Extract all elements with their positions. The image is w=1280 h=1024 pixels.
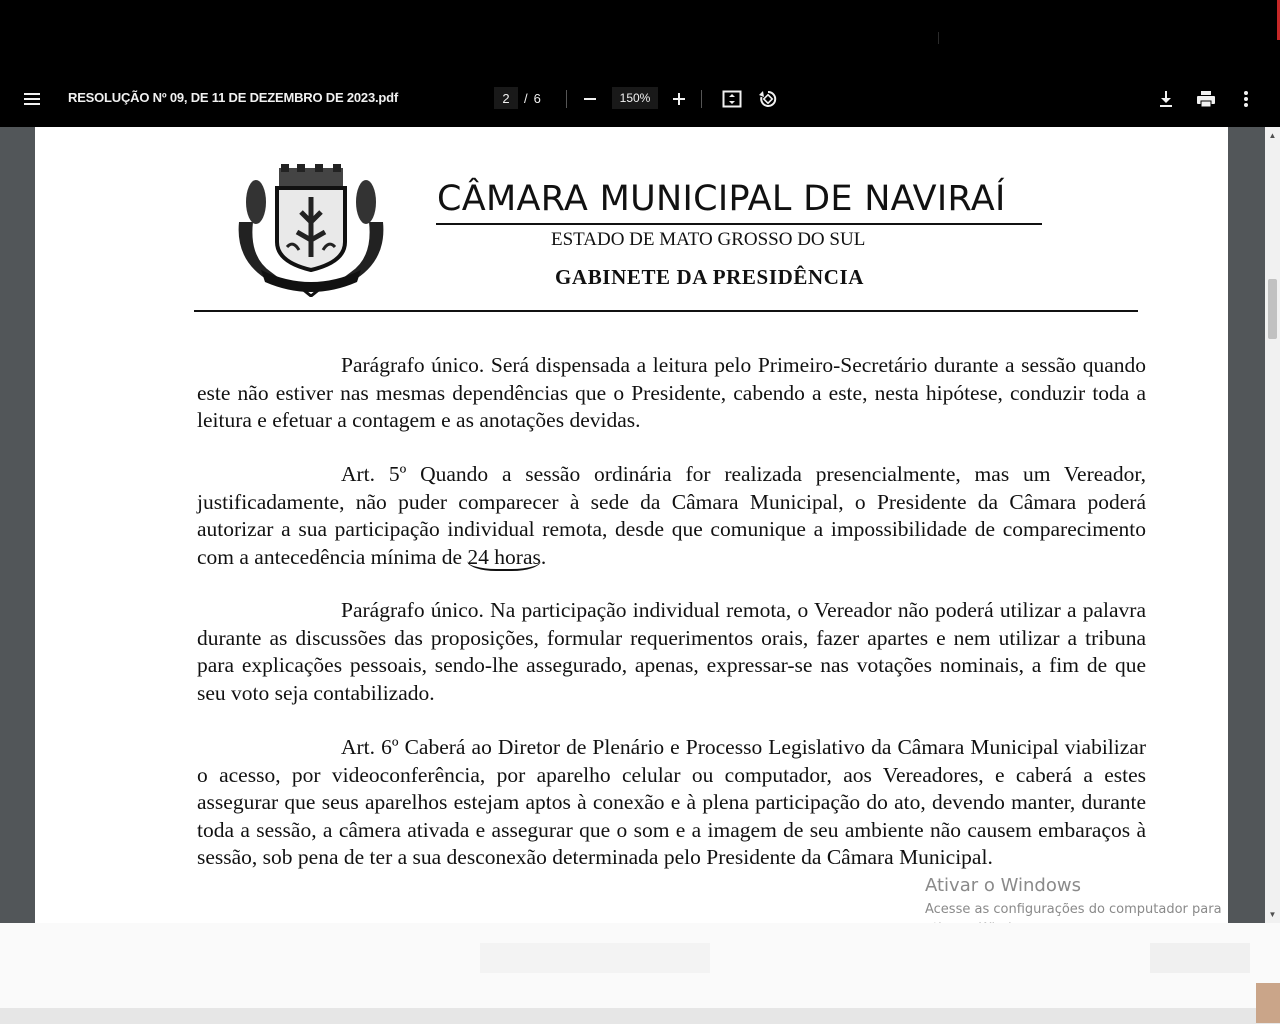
header-title: CÂMARA MUNICIPAL DE NAVIRAÍ xyxy=(437,179,1006,219)
page-total: 6 xyxy=(533,90,541,106)
bottom-overlay xyxy=(0,923,1280,1024)
divider xyxy=(938,32,939,44)
page-separator: / xyxy=(524,90,528,106)
fit-page-icon[interactable] xyxy=(718,85,746,113)
print-icon[interactable] xyxy=(1192,85,1220,113)
watermark-subtitle: Acesse as configurações do computador para xyxy=(925,902,1222,917)
municipal-crest-icon xyxy=(231,162,391,297)
page-number-input[interactable] xyxy=(494,87,518,109)
blurred-region xyxy=(1150,943,1250,973)
corner-accent xyxy=(1256,983,1280,1023)
toolbar-divider xyxy=(566,90,567,108)
page-selector xyxy=(494,87,541,109)
paragraph: Art. 6º Caberá ao Diretor de Plenário e Processo Legislativo da Câmara Municipal viabilizar o acesso, por videoconferência, por aparelho celular ou computador, aos Vereadores, e caberá a estes assegurar que seus aparelhos estejam aptos à conexão e à plena participação do ato, devendo manter, durante toda a sessão, a câmera ativada e assegurar que o som e a imagem de seu ambiente não causem embaraços à sessão, sob pena de ter a sua desconexão determinada pelo Presidente da Câmara Municipal. xyxy=(197,735,1146,869)
scroll-up-icon[interactable]: ▲ xyxy=(1268,131,1277,140)
zoom-out-icon[interactable] xyxy=(576,85,604,113)
top-black-region xyxy=(0,0,1280,70)
pdf-page xyxy=(35,127,1228,923)
zoom-in-icon[interactable] xyxy=(665,85,693,113)
vertical-scrollbar[interactable] xyxy=(1265,127,1280,923)
header-office: GABINETE DA PRESIDÊNCIA xyxy=(555,265,865,289)
header-state: ESTADO DE MATO GROSSO DO SUL xyxy=(551,229,866,250)
letterhead xyxy=(35,127,1228,327)
underlined-deadline: 24 horas xyxy=(467,544,541,569)
header-rule xyxy=(194,310,1138,312)
rotate-icon[interactable] xyxy=(754,85,782,113)
more-vert-icon[interactable] xyxy=(1232,85,1260,113)
menu-icon[interactable] xyxy=(22,88,46,110)
watermark-title: Ativar o Windows xyxy=(925,875,1081,896)
download-icon[interactable] xyxy=(1152,85,1180,113)
bottom-shade xyxy=(0,1008,1280,1024)
scroll-thumb[interactable] xyxy=(1268,279,1277,339)
header-title-underline xyxy=(436,223,1042,225)
toolbar-divider xyxy=(701,90,702,108)
paragraph-text: Art. 5º Quando a sessão ordinária for realizada presencialmente, mas um Vereador, justificadamente, não puder comparecer à sede da Câmara Municipal, o Presidente da Câmara poderá autorizar a sua participação individual remota, desde que comunique a impossibilidade de comparecimento com a antecedência mínima de xyxy=(197,462,1146,569)
blurred-region xyxy=(480,943,710,973)
paragraph xyxy=(197,461,1146,571)
scroll-down-icon[interactable]: ▼ xyxy=(1268,910,1277,919)
paragraph: Parágrafo único. Será dispensada a leitura pelo Primeiro-Secretário durante a sessão quando este não estiver nas mesmas dependências que o Presidente, cabendo a este, nesta hipótese, conduzir toda a leitura e efetuar a contagem e as anotações devidas. xyxy=(197,353,1146,432)
paragraph: Parágrafo único. Na participação individual remota, o Vereador não poderá utilizar a palavra durante as discussões das proposições, formular requerimentos orais, fazer apartes e nem utilizar a tribuna para explicações pessoais, sendo-lhe assegurado, apenas, expressar-se nas votações nominais, a fim de que seu voto seja contabilizado. xyxy=(197,598,1146,705)
pdf-toolbar xyxy=(0,70,1280,127)
document-viewer[interactable] xyxy=(0,127,1280,923)
paragraph-end: . xyxy=(540,544,547,569)
zoom-level-input[interactable] xyxy=(612,87,658,109)
document-title: RESOLUÇÃO Nº 09, DE 11 DE DEZEMBRO DE 2023.pdf xyxy=(68,90,399,105)
